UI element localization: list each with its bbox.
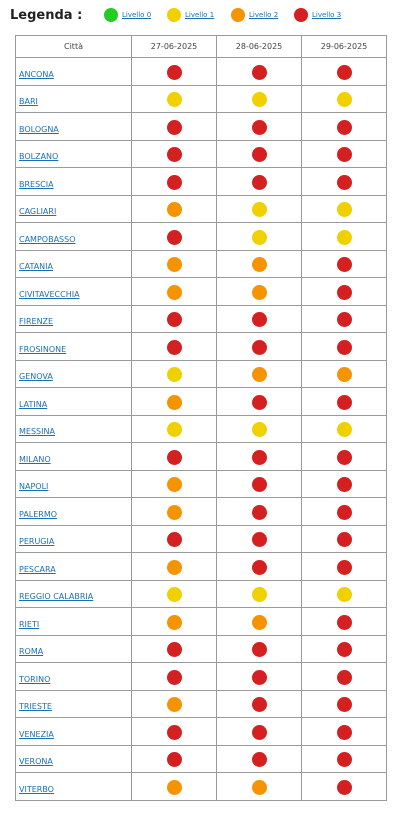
orange-dot-icon (167, 477, 182, 492)
red-dot-icon (337, 670, 352, 685)
red-dot-icon (337, 560, 352, 575)
orange-dot-icon (167, 257, 182, 272)
level-cell (132, 388, 217, 416)
red-dot-icon (337, 505, 352, 520)
city-cell (16, 718, 132, 746)
legend-link-level-3[interactable]: Livello 3 (312, 11, 342, 19)
level-cell (302, 333, 387, 361)
orange-dot-icon (252, 257, 267, 272)
table-row (16, 690, 387, 718)
header-city: Città (16, 36, 132, 58)
yellow-dot-icon (252, 422, 267, 437)
red-dot-icon (252, 147, 267, 162)
red-dot-icon (337, 450, 352, 465)
red-dot-icon (337, 120, 352, 135)
level-cell (302, 525, 387, 553)
city-cell (16, 525, 132, 553)
level-cell (217, 718, 302, 746)
city-link[interactable]: ANCONA (19, 69, 54, 79)
yellow-dot-icon (167, 367, 182, 382)
level-cell (217, 415, 302, 443)
yellow-dot-icon (252, 92, 267, 107)
red-dot-icon (252, 395, 267, 410)
level-cell (217, 223, 302, 251)
level-cell (132, 635, 217, 663)
city-link[interactable]: GENOVA (19, 372, 53, 382)
table-row (16, 58, 387, 86)
city-cell (16, 443, 132, 471)
level-cell (132, 140, 217, 168)
city-cell (16, 553, 132, 581)
red-dot-icon (337, 532, 352, 547)
city-cell (16, 305, 132, 333)
red-dot-icon (167, 642, 182, 657)
level-cell (217, 360, 302, 388)
orange-dot-icon (337, 367, 352, 382)
table-row (16, 498, 387, 526)
red-dot-icon (337, 615, 352, 630)
red-dot-icon (252, 670, 267, 685)
red-dot-icon (252, 340, 267, 355)
level-cell (132, 168, 217, 196)
city-cell (16, 608, 132, 636)
yellow-dot-icon (337, 422, 352, 437)
level-cell (217, 690, 302, 718)
legend (0, 0, 402, 34)
level-cell (132, 415, 217, 443)
city-cell (16, 388, 132, 416)
city-link[interactable]: BOLZANO (19, 152, 59, 162)
level-cell (132, 663, 217, 691)
legend-item-level-1 (167, 8, 214, 22)
red-dot-icon (167, 175, 182, 190)
level-cell (217, 635, 302, 663)
level-cell (132, 470, 217, 498)
table-row (16, 333, 387, 361)
city-link[interactable]: REGGIO CALABRIA (19, 592, 94, 602)
yellow-dot-icon (167, 92, 182, 107)
yellow-dot-icon (337, 202, 352, 217)
city-cell (16, 690, 132, 718)
level-cell (132, 718, 217, 746)
table-row (16, 113, 387, 141)
red-dot-icon (337, 65, 352, 80)
city-cell (16, 250, 132, 278)
red-dot-icon (167, 532, 182, 547)
orange-dot-icon (167, 505, 182, 520)
city-link[interactable]: PERUGIA (19, 537, 55, 547)
city-link[interactable]: PALERMO (19, 509, 58, 519)
level-cell (132, 360, 217, 388)
table-row (16, 278, 387, 306)
table-header-row (16, 36, 387, 58)
table-row (16, 663, 387, 691)
table-row (16, 580, 387, 608)
level-cell (217, 113, 302, 141)
red-dot-icon (167, 450, 182, 465)
red-dot-icon (252, 560, 267, 575)
city-link[interactable]: CATANIA (19, 262, 53, 272)
red-dot-icon (337, 697, 352, 712)
table-body (16, 58, 387, 801)
red-dot-icon (252, 477, 267, 492)
red-dot-icon (337, 340, 352, 355)
orange-dot-icon (167, 697, 182, 712)
level-cell (217, 580, 302, 608)
city-cell (16, 113, 132, 141)
level-cell (132, 443, 217, 471)
city-cell (16, 498, 132, 526)
level-cell (217, 525, 302, 553)
table-row (16, 223, 387, 251)
city-cell (16, 745, 132, 773)
yellow-dot-icon (167, 8, 181, 22)
table-row (16, 305, 387, 333)
level-cell (302, 580, 387, 608)
orange-dot-icon (252, 285, 267, 300)
level-cell (302, 608, 387, 636)
header-date-3: 29-06-2025 (302, 36, 387, 58)
table-row (16, 745, 387, 773)
level-cell (302, 553, 387, 581)
table-row (16, 140, 387, 168)
yellow-dot-icon (337, 587, 352, 602)
city-link[interactable]: TRIESTE (19, 702, 52, 712)
yellow-dot-icon (167, 422, 182, 437)
level-cell (132, 305, 217, 333)
table-row (16, 388, 387, 416)
red-dot-icon (252, 697, 267, 712)
city-cell (16, 635, 132, 663)
table-row (16, 718, 387, 746)
city-cell (16, 278, 132, 306)
level-cell (217, 140, 302, 168)
city-link[interactable]: RIETI (19, 619, 40, 629)
city-link[interactable]: VENEZIA (19, 729, 54, 739)
legend-link-level-0[interactable]: Livello 0 (122, 11, 152, 19)
city-cell (16, 360, 132, 388)
city-cell (16, 470, 132, 498)
level-cell (217, 388, 302, 416)
level-cell (217, 773, 302, 801)
orange-dot-icon (231, 8, 245, 22)
level-cell (302, 745, 387, 773)
table-row (16, 415, 387, 443)
level-cell (217, 278, 302, 306)
yellow-dot-icon (337, 92, 352, 107)
red-dot-icon (252, 120, 267, 135)
level-cell (302, 718, 387, 746)
level-cell (302, 250, 387, 278)
yellow-dot-icon (167, 587, 182, 602)
level-cell (217, 745, 302, 773)
level-cell (132, 113, 217, 141)
green-dot-icon (104, 8, 118, 22)
red-dot-icon (294, 8, 308, 22)
red-dot-icon (252, 752, 267, 767)
legend-link-level-2[interactable]: Livello 2 (249, 11, 279, 19)
city-link[interactable]: CAGLIARI (19, 207, 57, 217)
level-cell (302, 140, 387, 168)
red-dot-icon (252, 642, 267, 657)
yellow-dot-icon (337, 230, 352, 245)
table-row (16, 773, 387, 801)
city-cell (16, 415, 132, 443)
table-row (16, 195, 387, 223)
red-dot-icon (167, 725, 182, 740)
table-row (16, 360, 387, 388)
header-date-2: 28-06-2025 (217, 36, 302, 58)
level-cell (302, 415, 387, 443)
level-cell (302, 278, 387, 306)
yellow-dot-icon (252, 230, 267, 245)
red-dot-icon (337, 725, 352, 740)
table-row (16, 250, 387, 278)
city-link[interactable]: NAPOLI (19, 482, 49, 492)
level-cell (217, 443, 302, 471)
city-cell (16, 168, 132, 196)
orange-dot-icon (167, 615, 182, 630)
city-link[interactable]: LATINA (19, 399, 48, 409)
red-dot-icon (167, 65, 182, 80)
level-cell (302, 305, 387, 333)
city-link[interactable]: BARI (19, 97, 38, 107)
red-dot-icon (337, 175, 352, 190)
red-dot-icon (252, 725, 267, 740)
city-link[interactable]: ROMA (19, 647, 44, 657)
red-dot-icon (337, 752, 352, 767)
level-cell (132, 223, 217, 251)
header-date-1: 27-06-2025 (132, 36, 217, 58)
legend-title: Legenda : (10, 8, 83, 23)
level-cell (302, 690, 387, 718)
city-link[interactable]: FROSINONE (19, 344, 67, 354)
table-row (16, 525, 387, 553)
city-cell (16, 223, 132, 251)
legend-link-level-1[interactable]: Livello 1 (185, 11, 215, 19)
level-cell (302, 85, 387, 113)
level-cell (132, 333, 217, 361)
level-cell (132, 278, 217, 306)
level-cell (132, 85, 217, 113)
red-dot-icon (337, 477, 352, 492)
red-dot-icon (167, 670, 182, 685)
level-cell (302, 223, 387, 251)
level-cell (302, 470, 387, 498)
level-cell (217, 58, 302, 86)
red-dot-icon (337, 395, 352, 410)
city-cell (16, 195, 132, 223)
city-cell (16, 58, 132, 86)
table-row (16, 443, 387, 471)
level-cell (302, 388, 387, 416)
level-cell (302, 635, 387, 663)
city-cell (16, 773, 132, 801)
table-row (16, 168, 387, 196)
red-dot-icon (167, 312, 182, 327)
orange-dot-icon (167, 285, 182, 300)
level-cell (217, 305, 302, 333)
table-row (16, 553, 387, 581)
level-cell (132, 525, 217, 553)
city-cell (16, 663, 132, 691)
orange-dot-icon (252, 615, 267, 630)
level-cell (217, 85, 302, 113)
orange-dot-icon (167, 560, 182, 575)
level-cell (302, 360, 387, 388)
red-dot-icon (337, 285, 352, 300)
city-link[interactable]: BRESCIA (19, 179, 54, 189)
level-cell (132, 690, 217, 718)
table-row (16, 470, 387, 498)
level-cell (302, 498, 387, 526)
level-cell (217, 470, 302, 498)
levels-table (15, 35, 387, 801)
level-cell (132, 580, 217, 608)
level-cell (217, 608, 302, 636)
legend-item-level-3 (294, 8, 341, 22)
level-cell (217, 498, 302, 526)
red-dot-icon (252, 505, 267, 520)
orange-dot-icon (167, 395, 182, 410)
city-cell (16, 333, 132, 361)
orange-dot-icon (252, 367, 267, 382)
level-cell (132, 553, 217, 581)
red-dot-icon (252, 532, 267, 547)
level-cell (302, 195, 387, 223)
orange-dot-icon (167, 780, 182, 795)
red-dot-icon (167, 230, 182, 245)
red-dot-icon (337, 312, 352, 327)
level-cell (217, 663, 302, 691)
level-cell (217, 553, 302, 581)
red-dot-icon (337, 257, 352, 272)
legend-item-level-2 (231, 8, 278, 22)
table-row (16, 635, 387, 663)
level-cell (132, 195, 217, 223)
level-cell (132, 58, 217, 86)
yellow-dot-icon (252, 587, 267, 602)
level-cell (302, 113, 387, 141)
red-dot-icon (252, 312, 267, 327)
red-dot-icon (337, 147, 352, 162)
city-link[interactable]: CIVITAVECCHIA (19, 289, 80, 299)
level-cell (217, 333, 302, 361)
city-link[interactable]: MILANO (19, 454, 51, 464)
level-cell (302, 443, 387, 471)
red-dot-icon (252, 65, 267, 80)
level-cell (132, 773, 217, 801)
level-cell (132, 608, 217, 636)
city-link[interactable]: BOLOGNA (19, 124, 59, 134)
level-cell (302, 168, 387, 196)
city-link[interactable]: FIRENZE (19, 317, 54, 327)
level-cell (132, 498, 217, 526)
city-link[interactable]: VERONA (19, 757, 53, 767)
yellow-dot-icon (252, 202, 267, 217)
red-dot-icon (167, 340, 182, 355)
red-dot-icon (337, 642, 352, 657)
table-row (16, 608, 387, 636)
level-cell (132, 250, 217, 278)
level-cell (302, 58, 387, 86)
city-link[interactable]: VITERBO (19, 784, 54, 794)
red-dot-icon (337, 780, 352, 795)
orange-dot-icon (167, 202, 182, 217)
city-cell (16, 580, 132, 608)
legend-item-level-0 (104, 8, 151, 22)
red-dot-icon (167, 147, 182, 162)
level-cell (217, 195, 302, 223)
red-dot-icon (252, 175, 267, 190)
city-link[interactable]: PESCARA (19, 564, 56, 574)
city-cell (16, 85, 132, 113)
orange-dot-icon (252, 780, 267, 795)
city-cell (16, 140, 132, 168)
table-row (16, 85, 387, 113)
city-link[interactable]: CAMPOBASSO (19, 234, 76, 244)
city-link[interactable]: MESSINA (19, 427, 55, 437)
level-cell (217, 168, 302, 196)
red-dot-icon (167, 752, 182, 767)
level-cell (132, 745, 217, 773)
red-dot-icon (167, 120, 182, 135)
level-cell (302, 663, 387, 691)
city-link[interactable]: TORINO (19, 674, 51, 684)
level-cell (302, 773, 387, 801)
level-cell (217, 250, 302, 278)
red-dot-icon (252, 450, 267, 465)
